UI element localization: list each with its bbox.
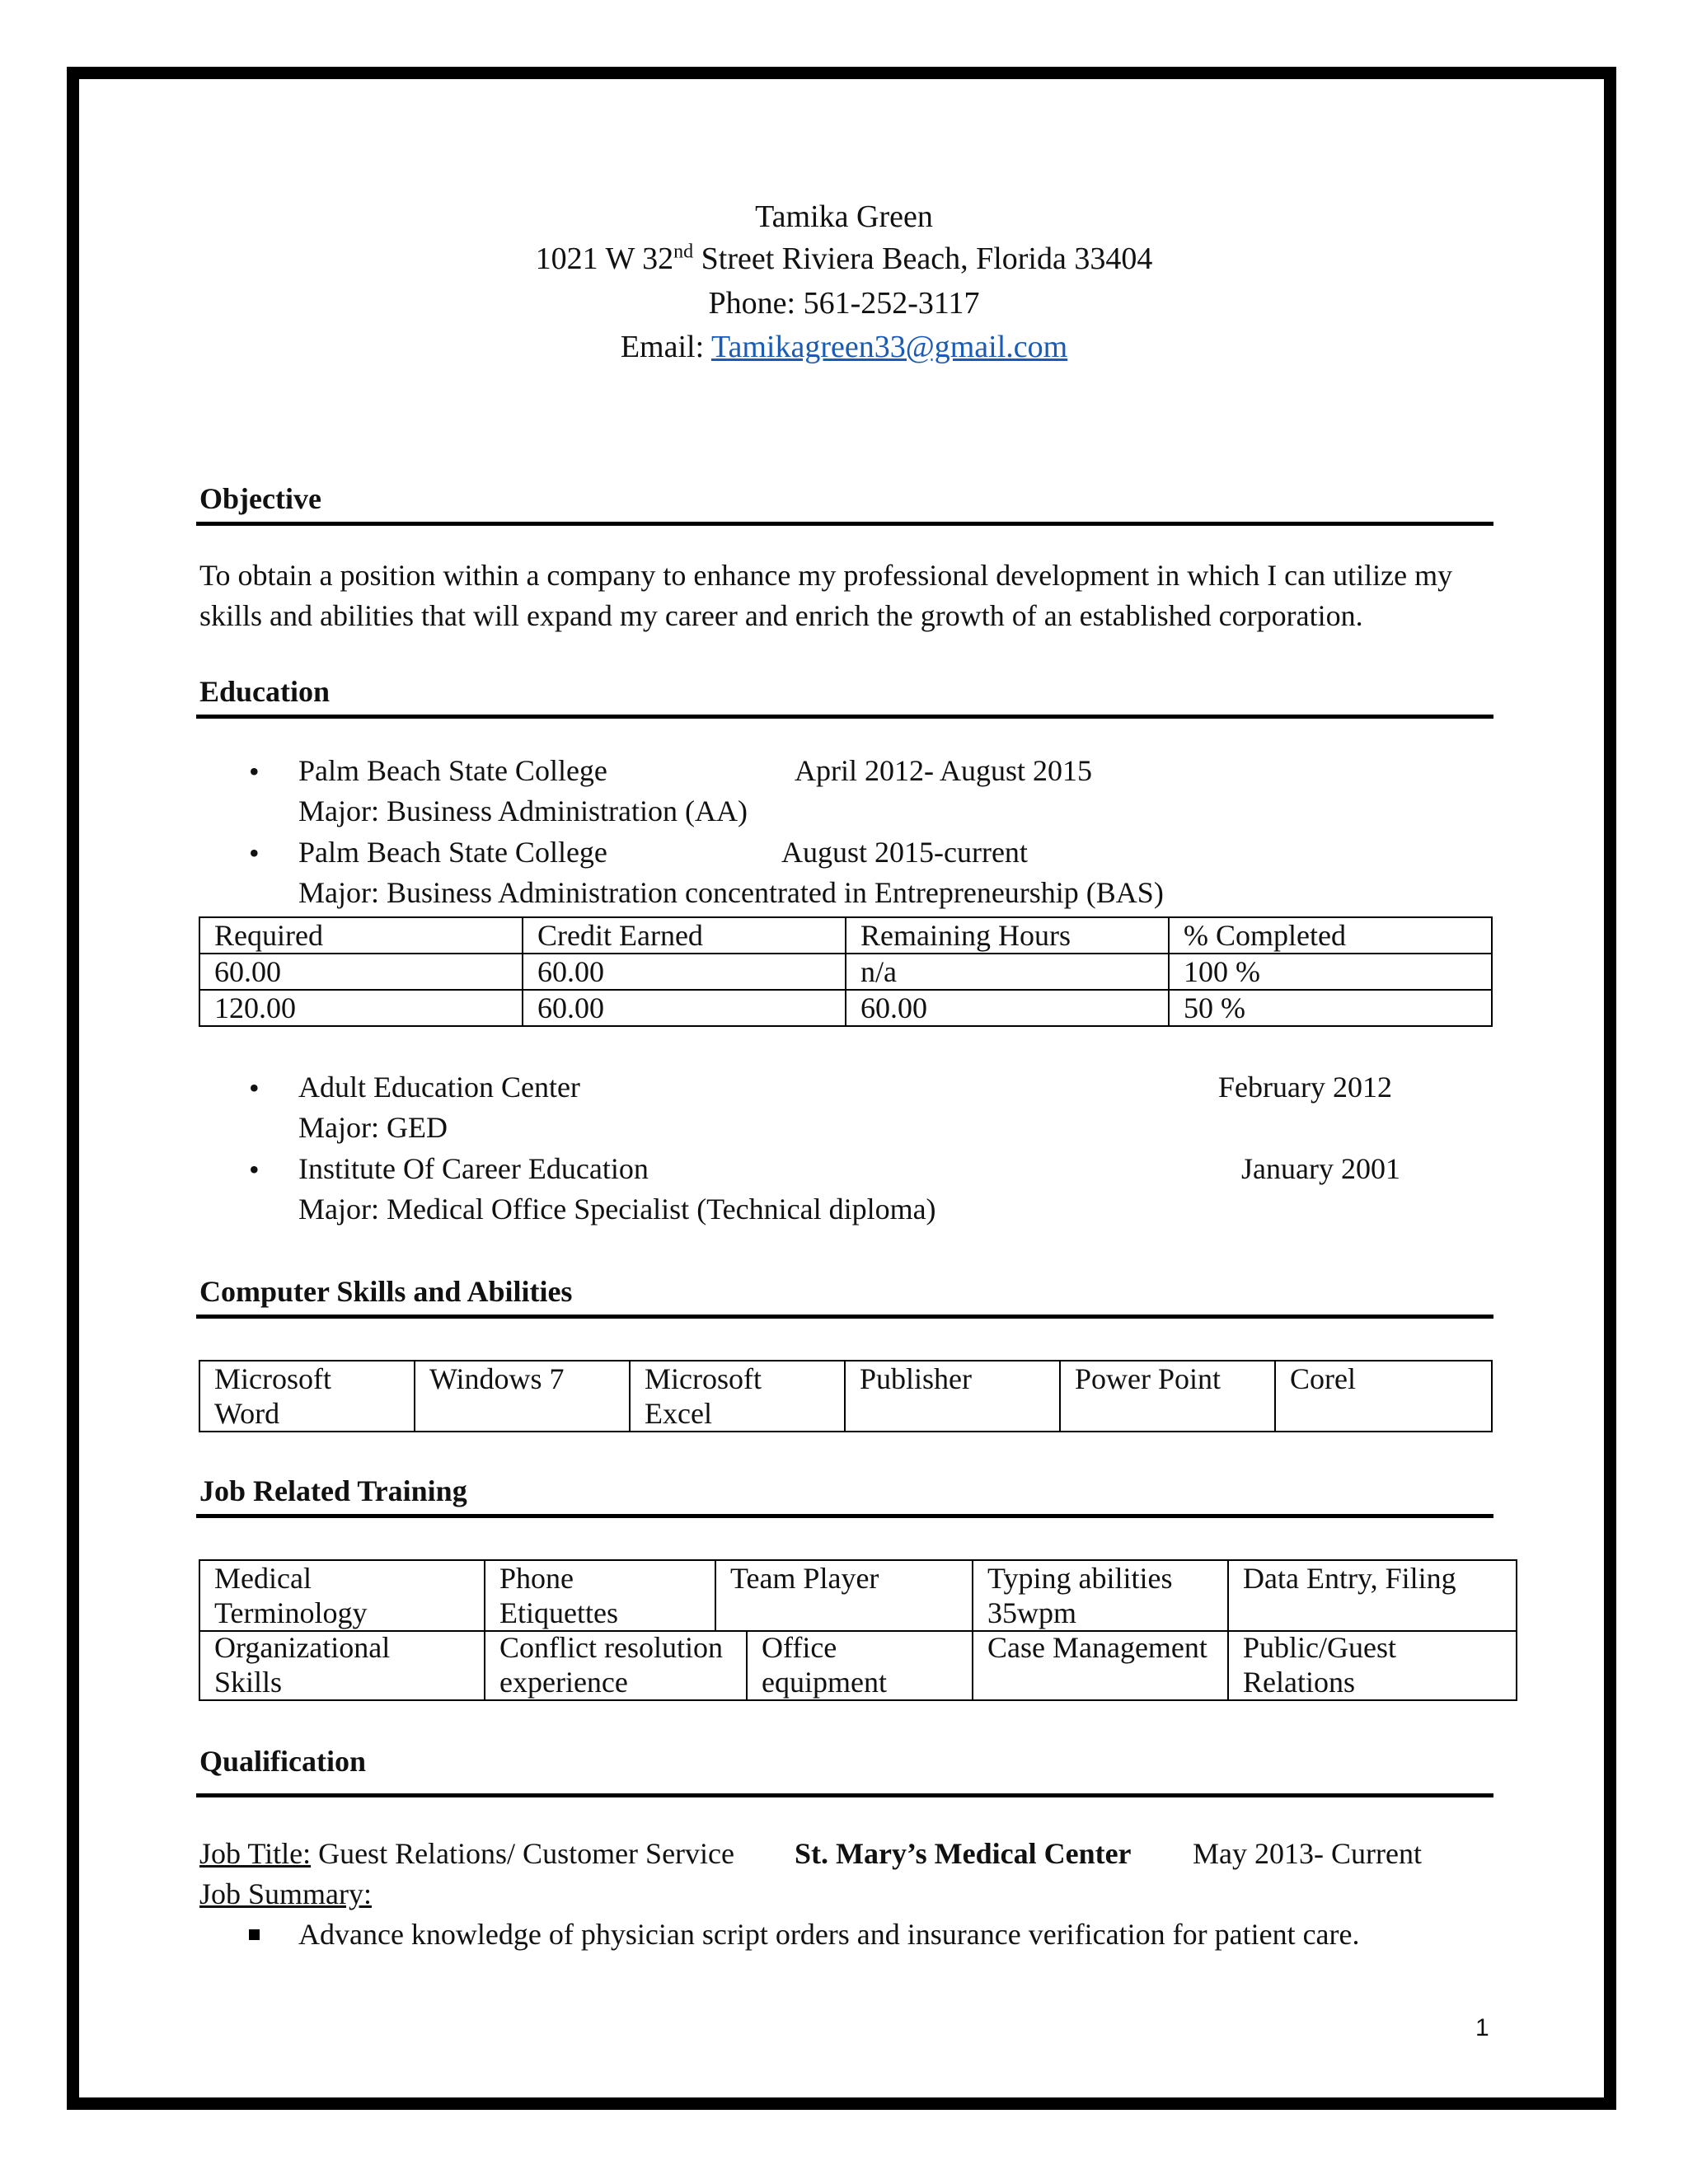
table-header-cell: Required: [199, 917, 523, 954]
section-rule: [196, 1793, 1493, 1797]
phone-line: Phone: 561-252-3117: [708, 286, 980, 321]
table-header-row: [199, 917, 1492, 954]
education-major: Major: Medical Office Specialist (Technical diploma): [298, 1193, 936, 1226]
address-part: Street Riviera Beach, Florida 33404: [693, 241, 1153, 276]
training-text: 35wpm: [987, 1596, 1076, 1629]
table-cell: 60.00: [846, 990, 1169, 1026]
training-text: Medical: [214, 1562, 312, 1595]
section-rule: [196, 1315, 1493, 1319]
training-cell: [199, 1630, 485, 1700]
skill-text: Power Point: [1075, 1362, 1221, 1395]
training-text: Relations: [1243, 1666, 1355, 1699]
education-date: February 2012: [1218, 1071, 1392, 1104]
education-date: January 2001: [1241, 1152, 1400, 1185]
education-school: Institute Of Career Education: [298, 1152, 649, 1185]
education-school: Palm Beach State College: [298, 754, 607, 787]
training-text: Office: [762, 1631, 837, 1664]
education-date: August 2015-current: [781, 836, 1028, 869]
skill-cell: [1275, 1361, 1492, 1432]
email-link[interactable]: Tamikagreen33@gmail.com: [710, 330, 1068, 364]
skill-text: Microsoft: [214, 1362, 331, 1395]
skill-text: Corel: [1290, 1362, 1356, 1395]
objective-line-2: skills and abilities that will expand my career and enrich the growth of an established corporation.: [199, 599, 1363, 632]
section-title-qualification: Qualification: [199, 1745, 367, 1778]
table-header-cell: Credit Earned: [523, 917, 846, 954]
training-text: Typing abilities: [987, 1562, 1173, 1595]
training-cell: [747, 1630, 973, 1700]
section-rule: [196, 715, 1493, 719]
training-text: experience: [499, 1666, 628, 1699]
training-cell: [485, 1630, 747, 1700]
education-major: Major: Business Administration concentrated in Entrepreneurship (BAS): [298, 876, 1164, 909]
training-text: Terminology: [214, 1596, 368, 1629]
bullet-icon: •: [249, 1071, 260, 1104]
email-line: [0, 329, 1688, 365]
education-major: Major: GED: [298, 1111, 448, 1144]
training-cell: [715, 1560, 973, 1631]
education-school: Adult Education Center: [298, 1071, 580, 1104]
table-cell: 60.00: [199, 954, 523, 990]
computer-skills-table: [199, 1360, 1493, 1432]
skill-text: Windows 7: [429, 1362, 565, 1395]
table-header-cell: Remaining Hours: [846, 917, 1169, 954]
address-part: 1021 W 32: [535, 241, 674, 276]
table-row: [199, 954, 1492, 990]
table-cell: 120.00: [199, 990, 523, 1026]
table-cell: n/a: [846, 954, 1169, 990]
training-cell: [485, 1560, 715, 1631]
table-cell: 60.00: [523, 954, 846, 990]
address-superscript: nd: [673, 241, 694, 263]
skill-cell: [1060, 1361, 1275, 1432]
training-text: Case Management: [987, 1631, 1207, 1664]
bullet-icon: •: [249, 755, 260, 788]
bullet-icon: •: [249, 837, 260, 869]
bullet-icon: •: [249, 1153, 260, 1186]
table-cell: 100 %: [1169, 954, 1492, 990]
training-text: Conflict resolution: [499, 1631, 723, 1664]
skill-text: Word: [214, 1397, 280, 1430]
training-text: equipment: [762, 1666, 887, 1699]
section-title-training: Job Related Training: [199, 1474, 467, 1507]
job-dates: May 2013- Current: [1193, 1837, 1422, 1870]
section-rule: [196, 522, 1493, 526]
education-school: Palm Beach State College: [298, 836, 607, 869]
table-cell: 60.00: [523, 990, 846, 1026]
candidate-name: Tamika Green: [755, 199, 933, 234]
job-title-line: [199, 1837, 734, 1871]
credits-table: [199, 916, 1493, 1027]
training-cell: [973, 1560, 1228, 1631]
training-table-row2: [199, 1630, 1517, 1701]
education-major: Major: Business Administration (AA): [298, 794, 748, 827]
table-row: [199, 1630, 1517, 1700]
table-row: [199, 1560, 1517, 1631]
job-title-value: Guest Relations/ Customer Service: [311, 1837, 734, 1870]
section-title-computer-skills: Computer Skills and Abilities: [199, 1275, 573, 1308]
training-cell: [1228, 1630, 1517, 1700]
job-summary-label: Job Summary:: [199, 1877, 373, 1910]
table-row: [199, 1361, 1492, 1432]
email-label: Email:: [620, 330, 711, 364]
training-text: Skills: [214, 1666, 283, 1699]
page-number: 1: [1475, 2014, 1489, 2041]
skill-text: Excel: [645, 1397, 712, 1430]
training-text: Phone: [499, 1562, 574, 1595]
section-rule: [196, 1514, 1493, 1518]
table-header-cell: % Completed: [1169, 917, 1492, 954]
skill-cell: [845, 1361, 1060, 1432]
skill-cell: [199, 1361, 415, 1432]
training-cell: [1228, 1560, 1517, 1631]
square-bullet-icon: [249, 1929, 260, 1940]
job-title-label: Job Title:: [199, 1837, 312, 1870]
training-cell: [973, 1630, 1228, 1700]
training-text: Public/Guest: [1243, 1631, 1396, 1664]
training-text: Data Entry, Filing: [1243, 1562, 1456, 1595]
training-text: Organizational: [214, 1631, 391, 1664]
education-date: April 2012- August 2015: [795, 754, 1093, 787]
training-text: Etiquettes: [499, 1596, 618, 1629]
section-title-education: Education: [199, 675, 331, 708]
job-summary-item: Advance knowledge of physician script orders and insurance verification for patient care.: [298, 1918, 1360, 1951]
skill-cell: [415, 1361, 630, 1432]
training-text: Team Player: [730, 1562, 879, 1595]
table-row: [199, 990, 1492, 1026]
skill-text: Microsoft: [645, 1362, 762, 1395]
skill-text: Publisher: [860, 1362, 973, 1395]
objective-line-1: To obtain a position within a company to enhance my professional development in which I can utilize my: [199, 559, 1453, 592]
skill-cell: [630, 1361, 845, 1432]
training-cell: [199, 1560, 485, 1631]
table-cell: 50 %: [1169, 990, 1492, 1026]
employer-name: St. Mary’s Medical Center: [795, 1837, 1132, 1870]
section-title-objective: Objective: [199, 482, 321, 515]
address-line: [0, 241, 1688, 277]
training-table-row1: [199, 1559, 1517, 1632]
